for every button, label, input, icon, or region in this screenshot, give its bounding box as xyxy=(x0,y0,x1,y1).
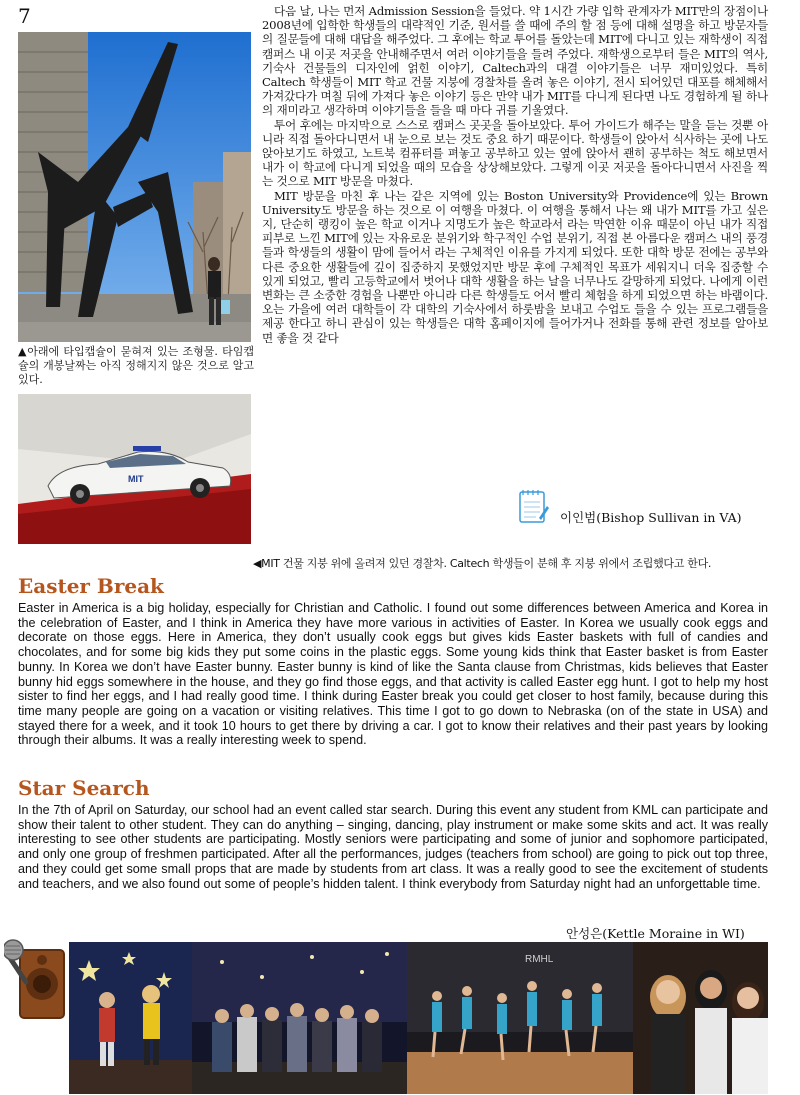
gym-banner: RMHL xyxy=(525,954,554,965)
police-car-lettering: MIT xyxy=(128,474,144,484)
star-search-body xyxy=(18,803,768,891)
police-car-caption: ◀MIT 건물 지붕 위에 올려져 있던 경찰차. Caltech 학생들이 분해 후 지붕 위에서 조립했다고 한다. xyxy=(253,557,712,570)
students-photo xyxy=(633,942,768,1094)
star-search-text: In the 7th of April on Saturday, our school had an event called star search. During this event any student from KML can participate and show their talent to other student. They can do anything – singing, dancing, play instrument or make some skits and act. It was really interesting to see other students are participating. Mostly seniors were participating and some of junior and sophomore participated, and only one group of freshmen participated. After all the performances, judges (teachers from school) are going to pick out top three, and they could get some small props that are made by students from art class. It was a really good to see the excitement of students and teachers, and we also found out some of people’s hidden talent. I think everybody from Saturday night had an unforgettable time. xyxy=(18,803,768,891)
stage-skit-photo xyxy=(69,942,192,1094)
star-search-byline: 안성은(Kettle Moraine in WI) xyxy=(566,926,745,941)
sculpture-caption: ▲아래에 타입캡슐이 묻혀져 있는 조형물. 타임캡슐의 개봉날짜는 아직 정해지지 않은 것으로 알고 있다. xyxy=(18,345,254,386)
korean-paragraph-1: 다음 날, 나는 먼저 Admission Session을 들었다. 약 1시간 가량 입학 관계자가 MIT만의 장점이나 2008년에 입학한 학생들의 대략적인 기준, 원서를 쓸 때에 주의 할 점 등에 대해 설명을 하고 방문자들의 질문들에 대해 대답을 해주었다. 그 후에는 학교 투어를 돌았는데 MIT에 다니고 있는 재학생이 직접 캠퍼스 내 이곳 저곳을 안내해주면서 여러 이야기들을 들려 주었다. 재학생으로부터 들은 MIT의 역사, 기숙사 건물들의 디자인에 얽힌 이야기, Caltech과의 대결 이야기들은 너무 재미있었다. 특히 Caltech 학생들이 MIT 학교 건물 지붕에 경찰차를 올려 놓은 이야기, 전시 되어있던 대포를 해체해서 가져갔다가 며칠 뒤에 가져다 놓은 이야기 등은 만약 내가 MIT를 다니게 된다면 나도 경험하게 될 하나의 재미라고 생각하며 이야기들을 들을 때 마다 귀를 기울였다. xyxy=(262,4,768,118)
dance-photo xyxy=(407,942,633,1094)
korean-paragraph-2: 투어 후에는 마지막으로 스스로 캠퍼스 곳곳을 돌아보았다. 투어 가이드가 해주는 말을 듣는 것뿐 아니라 직접 돌아다니면서 내 눈으로 보는 것도 중요 하기 때문이다. 학생들이 앉아서 식사하는 곳에 나도 앉아보기도 하였고, 노트북 컴퓨터를 펴놓고 공부하고 있는 옆에 앉아서 괜히 공부하는 척도 해보면서 내가 이 학교에 다니게 되었을 때의 모습을 상상해보았다. 그렇게 이곳 저곳을 돌아다니면서 사진을 찍는 것으로 MIT 방문을 마쳤다. xyxy=(262,117,768,189)
korean-article xyxy=(262,4,768,345)
korean-paragraph-3: MIT 방문을 마친 후 나는 같은 지역에 있는 Boston University와 Providence에 있는 Brown University도 방문을 하는 것으로 이 여행을 마쳤다. 이 여행을 통해서 나는 왜 내가 MIT를 가고 싶은지, 단순히 랭킹이 높은 학교 이거나 지명도가 높은 학교라서 라는 막연한 이유 때문이 아닌 내가 직접 피부로 느낀 MIT에 있는 자유로운 분위기와 학구적인 수업 분위기, 직접 본 아름다운 캠퍼스 내의 풍경들과 학생들의 생활이 맘에 들어서 라는 구체적인 이유를 가지게 되었다. 또한 대학 방문 전에는 공부와 다른 중요한 생활들에 깊이 집중하지 못했었지만 방문 후에 구체적인 목표가 세워지니 더욱 집중할 수 있게 되었고, 빨리 고등학교에서 벗어나 대학 생활을 하는 날을 너무나도 갈망하게 되었다. 나에게 이런 변화는 큰 소중한 경험을 나뿐만 아니라 다른 학생들도 어서 빨리 체험을 하게 되었으면 하는 바램이다. 오는 가을에 여러 대학들이 각 대학의 기숙사에서 하룻밤을 보내고 수업도 들을 수 있는 프로그램들을 제공 한다고 하니 관심이 있는 학생들은 대학 홈페이지에 들어가거나 전화를 통해 관련 정보를 알아보면 좋을 것 같다 xyxy=(262,188,768,345)
microphone-speaker-icon xyxy=(4,930,66,1022)
notepad-icon xyxy=(517,488,549,526)
easter-break-text: Easter in America is a big holiday, especially for Christian and Catholic. I found out some differences between America and Korea in the celebration of Easter, and I think in America they have more various in activities of Easter. In Korea we usually cook eggs and decorate on those eggs. Here in America, they don’t usually cook eggs but gives kids Easter baskets with full of candies and chocolates, and for some big kids they put some coins in the plastic eggs. Some young kids think that Easter basket is from Easter bunny. In Korea we don’t have Easter bunny. Easter bunny is kind of like the Santa clause from Christmas, kids believes that Easter bunny hid eggs somewhere in the house, and they go find those eggs, and that activity is called Easter egg hunt. I got to help my host sister to find her eggs, and I had really good time. I think during Easter break you could get closer to host family, because during this time many people are going on a vacation or visiting relatives. This time I got to go down to Nebraska (on of the state in USA) and stayed there for a week, and it took 10 hours to get there by driving a car. I got to know their relatives and their past years by looking through their albums. It was a really interesting week to spend. xyxy=(18,601,768,748)
stage-group-photo xyxy=(192,942,407,1094)
easter-break-body xyxy=(18,601,768,748)
easter-break-title: Easter Break xyxy=(18,574,164,598)
page-number: 7 xyxy=(18,4,31,28)
star-search-title: Star Search xyxy=(18,776,150,800)
korean-byline: 이인범(Bishop Sullivan in VA) xyxy=(560,510,742,525)
sculpture-photo xyxy=(18,32,251,342)
police-car-photo xyxy=(18,394,251,544)
